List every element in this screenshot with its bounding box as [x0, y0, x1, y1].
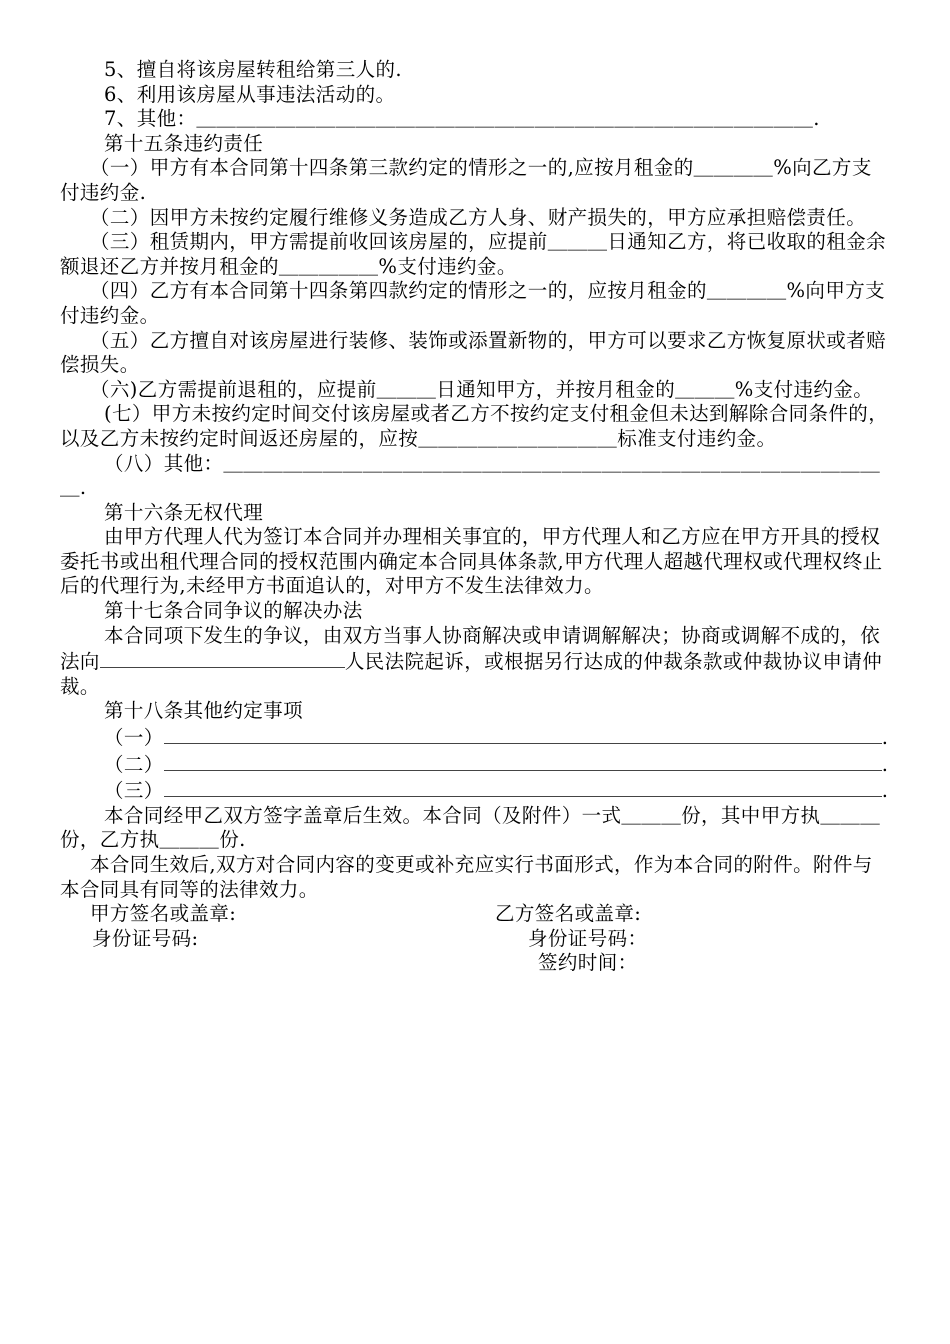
article-18-heading: 第十八条其他约定事项: [104, 699, 304, 723]
line-end-period: .: [881, 726, 889, 750]
amendment-clause: 本合同生效后,双方对合同内容的变更或补充应实行书面形式，作为本合同的附件。附件与本合同具有同等的法律效力。: [60, 853, 873, 901]
sign-date-label: 签约时间：: [538, 951, 638, 975]
party-a-id-label: 身份证号码:: [92, 926, 199, 950]
article-18-item-3-blank: [164, 777, 882, 797]
article-15-item-1: （一）甲方有本合同第十四条第三款约定的情形之一的,应按月租金的＿＿＿＿%向乙方支付违约金.: [60, 156, 872, 204]
article-17-body: [60, 624, 890, 700]
article-18-item-2-blank: [164, 751, 882, 771]
article-17-text-part-1: 本合同项下发生的争议，由双方当事人协商解决或申请调解解决；协商或调解不成的，依法向: [60, 623, 881, 674]
article-18-item-1-label: （一）: [104, 726, 164, 750]
article-18-item-3: [60, 777, 890, 804]
article-17-text-part-2: 人民法院起诉，或根据另行达成的仲裁条款或仲裁协议申请仲裁。: [60, 650, 883, 698]
effectiveness-clause: 本合同经甲乙双方签字盖章后生效。本合同（及附件）一式＿＿＿份，其中甲方执＿＿＿份，乙方执＿＿＿份.: [60, 803, 881, 852]
line-end-period: .: [881, 752, 889, 776]
article-18-item-2-label: （二）: [104, 752, 164, 776]
clause-item-5: 5、擅自将该房屋转租给第三人的.: [104, 58, 403, 81]
article-15-item-7: (七）甲方未按约定时间交付该房屋或者乙方不按约定支付租金但未达到解除合同条件的，以及乙方未按约定时间返还房屋的，应按＿＿＿＿＿＿＿＿＿＿标准支付违约金。: [60, 402, 889, 450]
article-15-item-5: （五）乙方擅自对该房屋进行装修、装饰或添置新物的，甲方可以要求乙方恢复原状或者赔偿损失。: [60, 328, 887, 377]
article-17-heading: 第十七条合同争议的解决办法: [104, 599, 363, 623]
article-18-item-1-blank: [164, 724, 882, 744]
article-16-heading: 第十六条无权代理: [104, 500, 264, 524]
party-b-id-label: 身份证号码：: [528, 926, 648, 950]
article-15-item-6: （六)乙方需提前退租的，应提前＿＿＿日通知甲方，并按月租金的＿＿＿%支付违约金。: [90, 377, 874, 401]
line-end-period: .: [881, 779, 889, 803]
clause-item-7: 7、其他：＿＿＿＿＿＿＿＿＿＿＿＿＿＿＿＿＿＿＿＿＿＿＿＿＿＿＿＿＿＿＿.: [104, 107, 820, 131]
signature-row-1: [60, 902, 890, 927]
court-name-blank: [100, 648, 345, 668]
article-18-item-1: [60, 724, 890, 751]
clause-item-6: 6、利用该房屋从事违法活动的。: [104, 82, 396, 106]
party-b-signature-label: 乙方签名或盖章:: [495, 902, 642, 926]
party-a-signature-label: 甲方签名或盖章:: [90, 902, 237, 926]
article-15-item-3: （三）租赁期内，甲方需提前收回该房屋的，应提前＿＿＿日通知乙方，将已收取的租金余额退还乙方并按月租金的＿＿＿＿＿%支付违约金。: [60, 230, 887, 278]
article-18-item-2: [60, 751, 890, 778]
signature-row-3: [60, 951, 890, 976]
article-15-heading: 第十五条违约责任: [104, 131, 264, 155]
article-15-item-4: （四）乙方有本合同第十四条第四款约定的情形之一的，应按月租金的＿＿＿＿%向甲方支付违约金。: [60, 279, 886, 327]
article-16-body: 由甲方代理人代为签订本合同并办理相关事宜的，甲方代理人和乙方应在甲方开具的授权委托书或出租代理合同的授权范围内确定本合同具体条款,甲方代理人超越代理权或代理权终止后的代理行为,未经甲方书面追认的，对甲方不发生法律效力。: [60, 525, 883, 598]
article-15-item-2: （二）因甲方未按约定履行维修义务造成乙方人身、财产损失的，甲方应承担赔偿责任。: [90, 205, 867, 229]
article-15-item-8: （八）其他：＿＿＿＿＿＿＿＿＿＿＿＿＿＿＿＿＿＿＿＿＿＿＿＿＿＿＿＿＿＿＿＿＿＿.: [60, 451, 881, 500]
signature-row-2: [60, 927, 890, 952]
article-18-item-3-label: （三）: [104, 779, 164, 803]
document-body: [60, 58, 890, 976]
